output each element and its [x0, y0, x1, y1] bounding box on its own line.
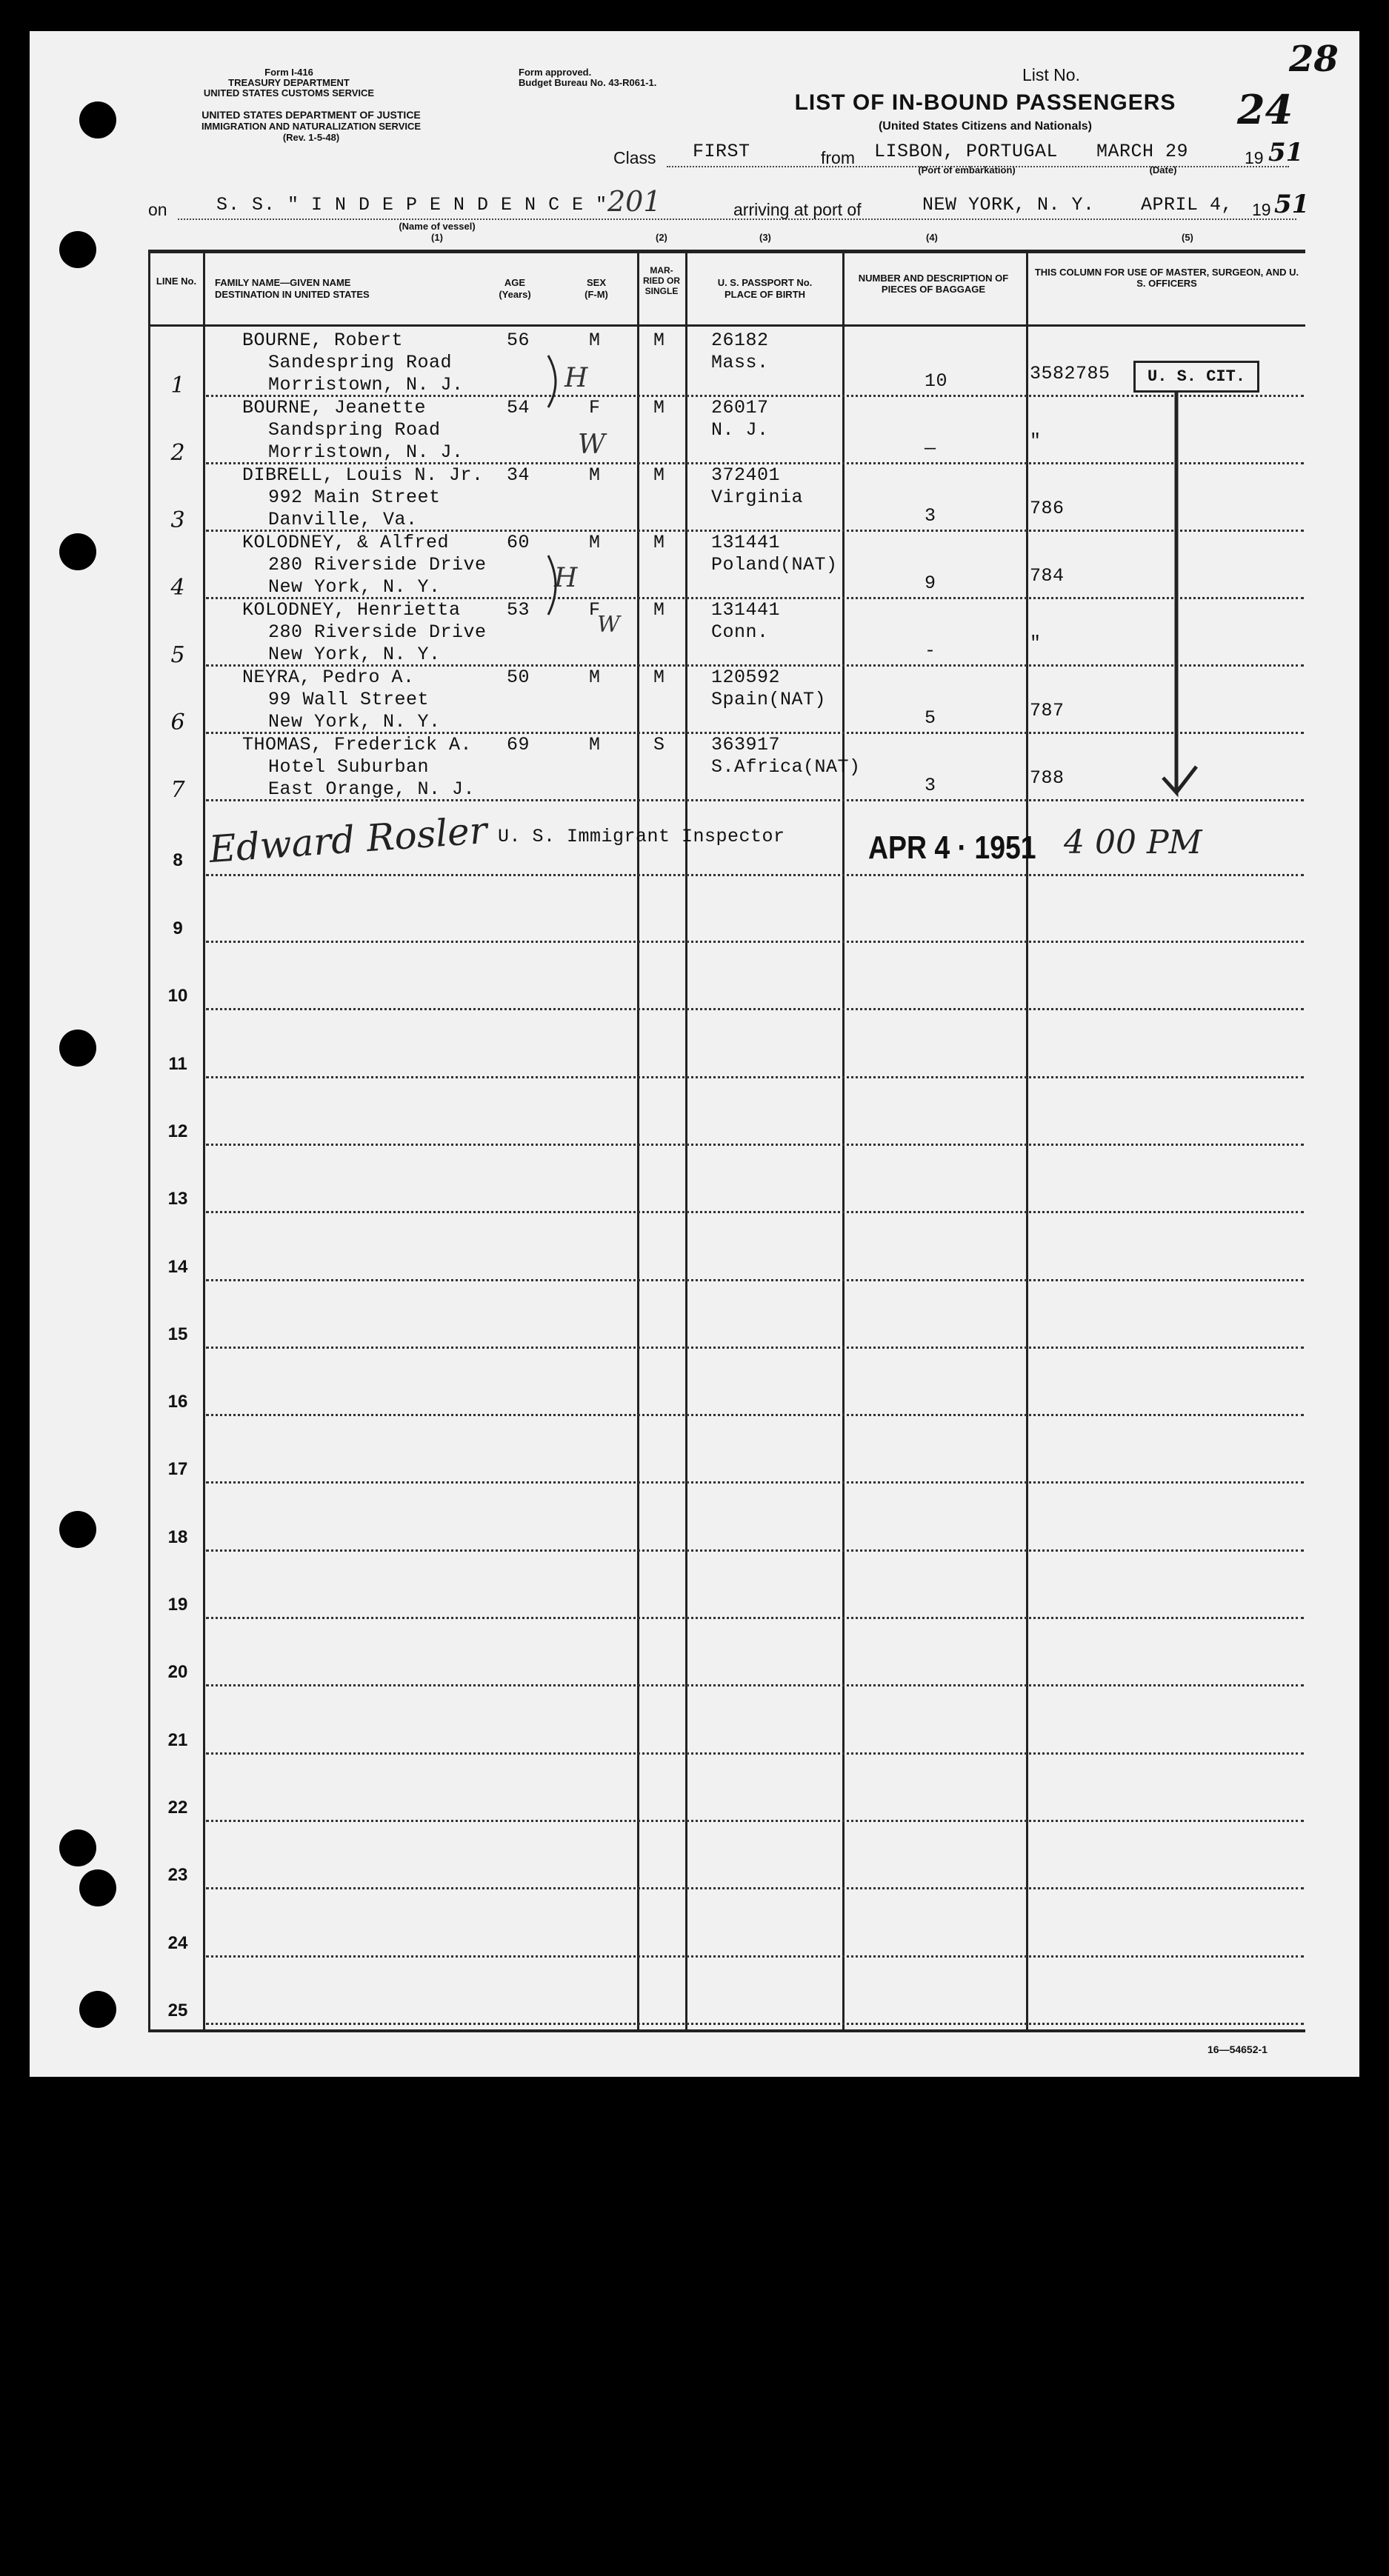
passenger-birthplace: Mass. — [711, 352, 769, 373]
row-rule — [206, 1955, 1304, 1958]
passenger-age: 56 — [507, 330, 530, 351]
passenger-passport: 26182 — [711, 330, 769, 351]
punch-hole — [59, 533, 96, 570]
embark-date: MARCH 29 — [1096, 141, 1189, 162]
table-bottom-border — [148, 2029, 1305, 2032]
officer-note: 787 — [1030, 700, 1065, 721]
passenger-birthplace: S.Africa(NAT) — [711, 756, 861, 778]
inspection-date-stamp: APR 4 · 1951 — [868, 830, 1036, 866]
header-age-sub: (Years) — [499, 289, 531, 300]
col-num-3: (3) — [759, 232, 771, 243]
passenger-name: BOURNE, Jeanette — [242, 397, 427, 418]
passenger-address: Hotel Suburban — [268, 756, 430, 778]
passenger-city: New York, N. Y. — [268, 711, 441, 733]
header-officers: THIS COLUMN FOR USE OF MASTER, SURGEON, AND U. S. OFFICERS — [1034, 267, 1299, 289]
class-line-dots — [667, 166, 1289, 167]
line-number: 9 — [173, 918, 183, 938]
passenger-address: 99 Wall Street — [268, 689, 430, 710]
passenger-married: M — [653, 464, 665, 486]
passenger-baggage: 3 — [925, 505, 936, 527]
row-rule — [206, 1820, 1304, 1822]
officer-note: 788 — [1030, 767, 1065, 789]
passenger-passport: 26017 — [711, 397, 769, 418]
list-no-handwritten: 24 — [1237, 86, 1293, 133]
officer-note: 784 — [1030, 565, 1065, 587]
arriving-label: arriving at port of — [733, 200, 862, 219]
header-baggage: NUMBER AND DESCRIPTION OF PIECES OF BAGGAGE — [858, 273, 1009, 295]
list-no-label: List No. — [1022, 65, 1080, 84]
passenger-passport: 120592 — [711, 667, 781, 688]
row-rule — [206, 941, 1304, 943]
passenger-birthplace: N. J. — [711, 419, 769, 441]
line-number: 1 — [170, 373, 185, 398]
port-embark-caption: (Port of embarkation) — [918, 164, 1016, 176]
row-rule — [206, 1887, 1304, 1889]
line-number: 11 — [168, 1054, 187, 1074]
port-of-arrival: NEW YORK, N. Y. — [922, 194, 1095, 216]
col-num-2: (2) — [656, 232, 667, 243]
line-number: 16 — [167, 1392, 188, 1412]
passenger-sex: M — [589, 734, 601, 755]
header-sex: SEX — [586, 277, 606, 288]
sex-handmark: W — [597, 612, 620, 638]
table-header-bottom — [148, 324, 1305, 327]
passenger-passport: 131441 — [711, 599, 781, 621]
passenger-married: M — [653, 532, 665, 553]
list-no-handwritten-top: 28 — [1289, 39, 1339, 80]
passenger-married: M — [653, 330, 665, 351]
officer-note: " — [1030, 430, 1042, 452]
row-rule — [206, 1617, 1304, 1619]
line-number: 3 — [170, 507, 185, 533]
punch-hole — [59, 231, 96, 268]
passenger-city: East Orange, N. J. — [268, 778, 476, 800]
line-number: 21 — [167, 1730, 188, 1750]
form-id: Form I-416 — [264, 67, 313, 78]
passenger-address: Sandespring Road — [268, 352, 453, 373]
line-number: 6 — [170, 710, 185, 735]
passenger-married: M — [653, 599, 665, 621]
passenger-name: KOLODNEY, & Alfred — [242, 532, 450, 553]
col-divider-baggage — [842, 252, 845, 2031]
vessel-line-dots — [178, 218, 1296, 220]
header-line-no: LINE No. — [156, 276, 197, 287]
punch-hole — [79, 101, 116, 139]
row-rule — [206, 1481, 1304, 1484]
from-label: from — [821, 148, 855, 167]
inspector-signature: Edward Rosler — [207, 808, 489, 872]
line-number: 22 — [167, 1798, 188, 1818]
passenger-birthplace: Conn. — [711, 621, 769, 643]
line-number: 14 — [167, 1257, 188, 1277]
punch-hole — [59, 1511, 96, 1548]
passenger-age: 69 — [507, 734, 530, 755]
form-subtitle: (United States Citizens and Nationals) — [878, 120, 1093, 133]
officer-note: 3582785 — [1030, 363, 1110, 384]
line-number: 2 — [170, 440, 185, 466]
passenger-baggage: - — [925, 640, 936, 661]
vessel-col-num: (1) — [431, 232, 443, 243]
ship-number-handwritten: 201 — [607, 185, 662, 218]
justice-dept: UNITED STATES DEPARTMENT OF JUSTICE — [201, 109, 421, 121]
embark-year-prefix: 19 — [1245, 148, 1264, 167]
passenger-passport: 131441 — [711, 532, 781, 553]
sex-handmark: H — [564, 363, 588, 393]
form-sheet — [30, 31, 1359, 2077]
punch-hole — [59, 1829, 96, 1866]
row-rule — [206, 1076, 1304, 1078]
arrival-date: APRIL 4, — [1141, 194, 1233, 216]
line-number: 17 — [167, 1459, 188, 1479]
row-rule — [206, 1211, 1304, 1213]
passenger-age: 53 — [507, 599, 530, 621]
row-rule — [206, 1549, 1304, 1552]
punch-hole — [79, 1869, 116, 1906]
passenger-address: 992 Main Street — [268, 487, 441, 508]
class-value: FIRST — [693, 141, 750, 162]
row-rule — [206, 1279, 1304, 1281]
passenger-city: Morristown, N. J. — [268, 441, 464, 463]
passenger-sex: M — [589, 464, 601, 486]
passenger-baggage: 10 — [925, 370, 948, 392]
passenger-age: 34 — [507, 464, 530, 486]
col-num-4: (4) — [926, 232, 938, 243]
col-num-5: (5) — [1182, 232, 1193, 243]
passenger-age: 60 — [507, 532, 530, 553]
ins-service: IMMIGRATION AND NATURALIZATION SERVICE — [201, 121, 422, 132]
passenger-passport: 363917 — [711, 734, 781, 755]
line-number: 8 — [173, 850, 183, 870]
punch-hole — [79, 1991, 116, 2028]
vessel-caption: (Name of vessel) — [399, 221, 476, 232]
row-rule — [206, 1144, 1304, 1146]
passenger-address: Sandspring Road — [268, 419, 441, 441]
sex-handmark: W — [578, 430, 606, 460]
treasury-dept: TREASURY DEPARTMENT — [228, 77, 350, 88]
passenger-passport: 372401 — [711, 464, 781, 486]
row-rule — [206, 1684, 1304, 1686]
inspection-time: 4 00 PM — [1064, 824, 1202, 861]
passenger-baggage: 3 — [925, 775, 936, 796]
col-divider-married — [637, 252, 639, 2031]
line-number: 25 — [167, 2001, 188, 2021]
officer-note: " — [1030, 633, 1042, 654]
header-age: AGE — [504, 277, 526, 288]
passenger-city: New York, N. Y. — [268, 576, 441, 598]
line-number: 5 — [170, 642, 185, 668]
passenger-city: New York, N. Y. — [268, 644, 441, 665]
arrival-year-prefix: 19 — [1252, 200, 1271, 219]
officer-check-line — [1156, 393, 1215, 807]
line-number: 15 — [167, 1324, 188, 1344]
passenger-name: DIBRELL, Louis N. Jr. — [242, 464, 484, 486]
passenger-name: THOMAS, Frederick A. — [242, 734, 473, 755]
form-title: LIST OF IN-BOUND PASSENGERS — [794, 90, 1176, 115]
passenger-married: S — [653, 734, 665, 755]
row-rule — [206, 1752, 1304, 1755]
footer-code: 16—54652-1 — [1208, 2043, 1268, 2055]
passenger-married: M — [653, 397, 665, 418]
passenger-address: 280 Riverside Drive — [268, 621, 487, 643]
date-caption: (Date) — [1149, 164, 1177, 176]
passenger-sex: M — [589, 330, 601, 351]
embark-year: 51 — [1268, 138, 1304, 167]
row-rule — [206, 1008, 1304, 1010]
passenger-baggage: — — [925, 438, 936, 459]
line-number: 20 — [167, 1662, 188, 1682]
row-rule — [206, 874, 1304, 876]
passenger-sex: F — [589, 397, 601, 418]
passenger-address: 280 Riverside Drive — [268, 554, 487, 575]
passenger-name: KOLODNEY, Henrietta — [242, 599, 461, 621]
line-number: 18 — [167, 1527, 188, 1547]
header-married: MAR- RIED OR SINGLE — [642, 265, 680, 296]
header-birth: PLACE OF BIRTH — [724, 289, 806, 300]
table-top-border — [148, 250, 1305, 253]
passenger-age: 54 — [507, 397, 530, 418]
form-approved: Form approved. — [519, 67, 592, 78]
inspector-title: U. S. Immigrant Inspector — [498, 826, 785, 847]
line-number: 10 — [167, 986, 188, 1006]
header-destination: DESTINATION IN UNITED STATES — [215, 289, 370, 300]
class-label: Class — [613, 148, 656, 167]
row-rule — [206, 1414, 1304, 1416]
header-name: FAMILY NAME—GIVEN NAME — [215, 277, 351, 288]
passenger-city: Danville, Va. — [268, 509, 418, 530]
passenger-married: M — [653, 667, 665, 688]
passenger-birthplace: Virginia — [711, 487, 804, 508]
passenger-sex: M — [589, 532, 601, 553]
port-of-embarkation: LISBON, PORTUGAL — [874, 141, 1059, 162]
revision: (Rev. 1-5-48) — [282, 132, 340, 143]
on-label: on — [148, 200, 167, 219]
col-divider-line — [148, 252, 150, 2031]
passenger-sex: F — [589, 599, 601, 621]
passenger-city: Morristown, N. J. — [268, 374, 464, 396]
row-rule — [206, 799, 1304, 801]
vessel-name: S. S. " I N D E P E N D E N C E " — [216, 194, 608, 216]
col-divider-passport — [685, 252, 687, 2031]
us-citizen-box: U. S. CIT. — [1133, 361, 1259, 393]
line-number: 24 — [167, 1933, 188, 1953]
budget-bureau: Budget Bureau No. 43-R061-1. — [519, 77, 657, 88]
officer-note: 786 — [1030, 498, 1065, 519]
passenger-age: 50 — [507, 667, 530, 688]
line-number: 7 — [170, 777, 185, 803]
sex-handmark: H — [554, 563, 578, 593]
line-number: 19 — [167, 1595, 188, 1615]
header-passport: U. S. PASSPORT No. — [717, 277, 813, 288]
line-number: 12 — [167, 1121, 188, 1141]
passenger-name: BOURNE, Robert — [242, 330, 404, 351]
passenger-baggage: 5 — [925, 707, 936, 729]
customs-service: UNITED STATES CUSTOMS SERVICE — [203, 87, 375, 99]
col-divider-officer — [1026, 252, 1028, 2031]
punch-hole — [59, 1030, 96, 1067]
passenger-sex: M — [589, 667, 601, 688]
line-number: 13 — [167, 1189, 188, 1209]
passenger-birthplace: Poland(NAT) — [711, 554, 838, 575]
passenger-birthplace: Spain(NAT) — [711, 689, 827, 710]
row-rule — [206, 1347, 1304, 1349]
arrival-year: 51 — [1274, 190, 1310, 219]
passenger-baggage: 9 — [925, 573, 936, 594]
bracket-marks — [519, 348, 637, 674]
header-sex-sub: (F-M) — [584, 289, 608, 300]
line-number: 23 — [167, 1865, 188, 1885]
line-number: 4 — [170, 575, 185, 601]
row-rule — [206, 2023, 1304, 2025]
passenger-name: NEYRA, Pedro A. — [242, 667, 415, 688]
